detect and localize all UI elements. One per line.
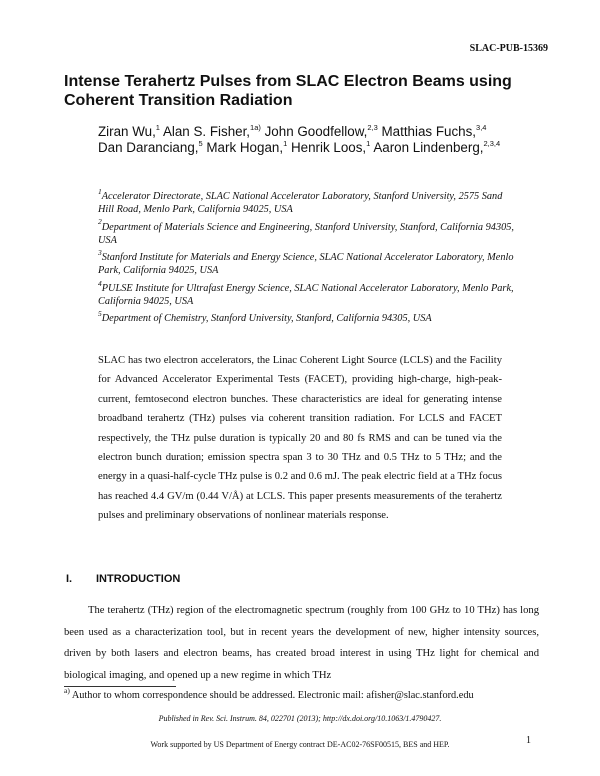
author: Dan Daranciang,$^5$ [98, 138, 203, 155]
footnote-divider [64, 686, 176, 687]
section-heading [66, 573, 180, 585]
publication-note: Published in Rev. Sci. Instrum. 84, 022701 (2013); http://dx.doi.org/10.1063/1.4790427. [158, 714, 442, 723]
footnote: $^{a)}$ Author to whom correspondence should be addressed. Electronic mail: afisher@slac.stanford.edu [64, 685, 474, 701]
author: Matthias Fuchs,$^{3,4}$ [381, 122, 487, 139]
affiliation: $^2$Department of Materials Science and Engineering, Stanford University, Stanford, California 94305, USA [98, 217, 514, 246]
section-title: INTRODUCTION [96, 573, 181, 585]
author: Aaron Lindenberg,$^{2,3,4}$ [373, 138, 501, 155]
abstract: SLAC has two electron accelerators, the Linac Coherent Light Source (LCLS) and the Facility for Advanced Accelerator Experimental Tests (FACET), providing high-charge, high-peak-current, femtosecond electron bunches. These characteristics are ideal for generating intense broadband terahertz (THz) pulses via coherent transition radiation. For LCLS and FACET respectively, the THz pulse duration is typically 20 and 80 fs RMS and can be tuned via the electron bunch duration; emission spectra span 3 to 30 THz and 0.5 THz to 5 THz; and the energy in a quasi-half-cycle THz pulse is 0.2 and 0.6 mJ. The peak electric field at a THz focus has reached 4.4 GV/m (0.44 V/Å) at LCLS. This paper presents measurements of the terahertz pulses and preliminary observations of nonlinear materials response. [98, 355, 502, 522]
author: Henrik Loos,$^1$ [290, 138, 371, 155]
section-number: I. [66, 573, 73, 585]
author: Mark Hogan,$^1$ [206, 138, 288, 155]
affiliation: $^4$PULSE Institute for Ultrafast Energy Science, SLAC National Accelerator Laboratory, Menlo Park, California 94025, USA [98, 278, 514, 307]
report-id: SLAC-PUB-15369 [469, 43, 548, 54]
affiliation: $^5$Department of Chemistry, Stanford University, Stanford, California 94305, USA [98, 309, 432, 325]
affiliation: $^3$Stanford Institute for Materials and Energy Science, SLAC National Accelerator Laboratory, Menlo Park, California 94025, USA [98, 247, 514, 277]
author: Alan S. Fisher,$^{1a)}$ [162, 122, 261, 139]
affiliation: $^1$Accelerator Directorate, SLAC National Accelerator Laboratory, Stanford University, 2575 Sand Hill Road, Menlo Park, California 94025, USA [98, 186, 503, 215]
affiliation-list [98, 186, 518, 330]
author: John Goodfellow,$^{2,3}$ [264, 122, 378, 139]
funding-note: Work supported by US Department of Energy contract DE-AC02-76SF00515, BES and HEP. [150, 740, 450, 749]
author: Ziran Wu,$^1$ [98, 122, 160, 139]
page-number: 1 [526, 735, 531, 746]
paper-title: Intense Terahertz Pulses from SLAC Electron Beams using Coherent Transition Radiation [64, 73, 512, 109]
author-list [98, 124, 508, 156]
section-body: The terahertz (THz) region of the electromagnetic spectrum (roughly from 100 GHz to 10 THz) has long been used as a characterization tool, but in recent years the development of new, higher intensity sources, driven by both lasers and electron beams, has created broad interest in using THz light for chemical and biological imaging, and opened up a new regime in which THz [64, 605, 539, 681]
